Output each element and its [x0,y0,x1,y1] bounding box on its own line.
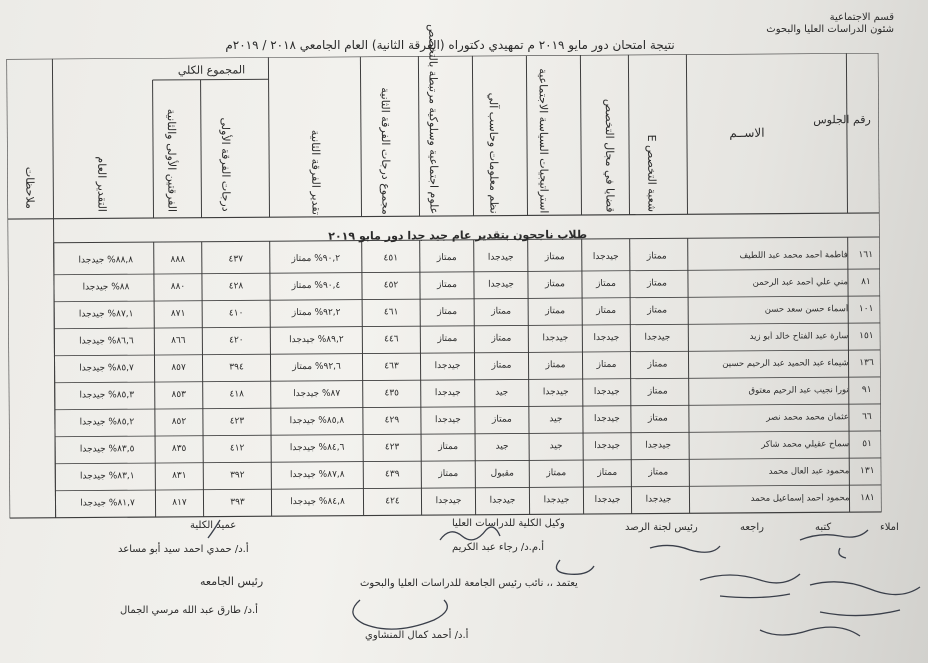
grid-line [55,431,881,437]
cell-seat: ١٣١ [860,465,875,477]
grid-line [686,54,687,214]
sig-vice-president: يعتمد ،، نائب رئيس الجامعة للدراسات العليا والبحوث [360,578,578,589]
cell-c10: ٨٣,٥% جيدجدا [79,444,135,455]
cell-c1: جيدجدا [645,494,672,505]
grid-line [418,56,419,216]
sig-imla: املاء [880,522,899,533]
cell-c4: جيد [495,441,509,452]
grid-line [580,55,581,215]
sig-dean-title: عميد الكلية [190,520,237,531]
cell-c6: ٤٤٦ [384,334,399,345]
signature-stroke [440,527,500,540]
header-seat: رقم الجلوس [813,113,871,127]
cell-c2: ممتاز [596,359,617,370]
header-year1-marks: درجات الفرقة الأولى [218,117,233,212]
cell-c9: ٨٣٥ [171,443,187,454]
cell-c4: جيدجدا [488,279,514,290]
cell-c9: ٨٧١ [170,308,186,319]
cell-c7: ٩٠,٤% ممتاز [291,280,341,292]
signature-stroke [650,545,720,552]
department-line-1: قسم الاجتماعية [829,12,894,23]
cell-c4: ممتاز [491,360,512,371]
grid-line [472,56,473,216]
cell-c5: جيدجدا [434,360,461,372]
cell-c8: ٤١٠ [228,308,244,319]
cell-c8: ٤١٨ [229,389,245,400]
sig-rais-lajna: رئيس لجنة الرصد [625,522,698,533]
sig-president-title: رئيس الجامعه [200,575,264,588]
cell-c8: ٤٢٨ [228,281,244,292]
cell-c1: ممتاز [647,305,668,316]
cell-c4: مقبول [490,468,514,479]
cell-c7: ٨٤,٦% جيدجدا [289,442,345,454]
cell-c2: جيدجدا [593,386,620,397]
header-overall-grade: التقدير العام [95,156,109,213]
cell-name: محمود أحمد إسماعيل محمد [750,493,850,504]
cell-name: سماح عقيلي محمد شاكر [761,439,850,450]
header-notes: ملاحظات [23,166,37,209]
department-header [766,12,894,36]
cell-c1: ممتاز [647,413,668,424]
cell-c6: ٤٥٢ [383,280,399,291]
cell-c1: ممتاز [646,251,667,262]
cell-c5: ممتاز [437,306,458,318]
cell-c8: ٤٢٣ [229,416,245,427]
cell-c8: ٤١٢ [229,443,245,454]
cell-c9: ٨٦٦ [171,335,186,346]
header-social-sciences: علوم اجتماعية وسلوكية مرتبطة بالتخصص [426,23,441,215]
department-line-2: شئون الدراسات العليا والبحوث [766,24,894,35]
header-year2-total: مجموع درجات الفرقة الثانية [378,87,393,215]
header-year2-grade: تقدير الفرقة الثانية [308,129,323,215]
grid-line [55,458,881,464]
grid-line [8,213,880,219]
cell-seat: ١٦١ [858,250,874,261]
cell-c8: ٤٣٧ [228,254,244,265]
cell-c4: ممتاز [491,333,512,344]
cell-c1: ممتاز [648,467,669,478]
cell-c6: ٤٢٤ [385,496,400,507]
cell-c3: جيد [549,414,563,425]
cell-c9: ٨٨٠ [170,281,186,292]
cell-c5: ممتاز [437,279,457,291]
sig-muraja: راجعه [740,522,764,533]
cell-c4: جيدجدا [487,252,514,263]
cell-c6: ٤٦١ [383,307,399,318]
cell-c9: ٨١٧ [172,497,187,508]
cell-c10: ٨٣,١% جيدجدا [79,471,135,482]
grid-line [628,55,629,215]
header-total-group: المجموع الكلي [177,63,246,77]
cell-c7: ٩٢,٦% ممتاز [292,361,341,373]
cell-c7: ٨٧,٨% جيدجدا [289,469,345,481]
cell-seat: ٨١ [861,277,871,288]
cell-c10: ٨٦,٦% جيدجدا [79,336,134,347]
signature-stroke [800,530,868,558]
cell-c1: جيدجدا [644,332,671,343]
cell-c5: جيدجدا [434,414,461,426]
cell-c5: ممتاز [438,468,459,480]
grid-line [153,80,154,218]
cell-c10: ٨١,٧% جيدجدا [80,498,135,509]
cell-name: عثمان محمد محمد نصر [766,412,849,423]
cell-c9: ٨٣١ [172,470,187,481]
cell-name: سارة عبد الفتاح خالد أبو زيد [749,331,849,342]
cell-c3: ممتاز [544,252,565,263]
cell-c7: ٨٩,٢% جيدجدا [289,334,344,346]
grid-line [55,377,881,383]
grid-line [360,57,361,217]
cell-c2: جيدجدا [593,413,620,424]
cell-c3: جيدجدا [542,387,569,398]
cell-c3: ممتاز [545,306,566,317]
sig-wakeel-name: أ.م.د/ رجاء عبد الكريم [452,542,544,553]
cell-seat: ١٥١ [859,331,874,342]
cell-c8: ٣٩٣ [230,497,245,508]
cell-c5: جيدجدا [435,495,462,507]
cell-c7: ٨٧% جيدجدا [293,388,341,400]
cell-c8: ٣٩٤ [229,362,244,373]
cell-seat: ١٨١ [860,492,875,504]
cell-c2: ممتاز [596,278,616,289]
cell-c6: ٤٣٩ [385,469,400,480]
cell-c10: ٨٥,٧% جيدجدا [79,363,134,374]
header-name: الاســم [729,125,765,141]
grid-line [6,59,9,518]
cell-c3: ممتاز [545,279,565,290]
cell-c10: ٨٥,٢% جيدجدا [79,417,135,428]
cell-c3: جيد [549,441,563,452]
signature-stroke [353,600,447,629]
grid-line [54,296,880,302]
sig-president-name: أ.د/ طارق عبد الله مرسي الجمال [120,605,258,616]
cell-c8: ٤٢٠ [229,335,244,346]
cell-name: شيماء عبد الحميد عبد الرحيم حسين [722,358,849,370]
signature-stroke [700,574,800,598]
cell-c2: جيدجدا [593,332,620,343]
cell-c10: ٨٨% جيدجدا [82,282,130,293]
cell-c4: ممتاز [491,414,512,425]
cell-name: أسماء حسن سعد حسن [764,304,849,315]
cell-c1: جيدجدا [645,440,672,451]
cell-c9: ٨٥٣ [171,389,187,400]
cell-c2: جيدجدا [594,440,621,451]
cell-c10: ٨٥,٣% جيدجدا [79,390,135,401]
cell-c6: ٤٢٣ [384,442,400,453]
sig-kitaba: كتبه [815,522,832,533]
result-band-title: طلاب ناجحون بتقدير عام جيد جدا دور مايو ٢٠١٩ [328,228,588,243]
cell-c7: ٨٥,٨% جيدجدا [289,415,345,427]
cell-c10: ٨٧,١% جيدجدا [78,309,134,320]
cell-c6: ٤٥١ [383,253,399,264]
cell-c4: جيد [495,387,509,398]
header-specialty: شعبة التخصص E [644,134,659,213]
cell-seat: ٥١ [862,439,872,450]
grid-line [54,269,880,275]
cell-c7: ٩٠,٢% ممتاز [291,253,341,265]
cell-c1: ممتاز [647,359,668,370]
cell-c3: جيدجدا [543,495,570,506]
grid-line [10,512,882,518]
cell-c8: ٣٩٢ [230,470,245,481]
cell-c1: ممتاز [647,278,667,289]
sig-wakeel: وكيل الكلية للدراسات العليا [452,518,565,529]
cell-c5: ممتاز [436,252,457,264]
cell-c3: ممتاز [546,468,567,479]
cell-c6: ٤٢٩ [384,415,400,426]
grid-line [201,80,202,218]
signature-stroke [810,582,920,616]
cell-c4: ممتاز [491,306,512,317]
cell-seat: ١٠١ [858,304,874,315]
grid-line [55,485,881,491]
cell-name: فاطمة أحمد محمد عبد اللطيف [739,250,848,261]
cell-c3: جيدجدا [542,333,569,344]
grid-line [52,59,53,219]
cell-seat: ٦٦ [862,412,872,423]
grid-line [54,219,56,518]
cell-seat: ٩١ [861,385,872,396]
sig-dean-name: أ.د/ حمدي احمد سيد أبو مساعد [118,544,249,555]
cell-c5: جيدجدا [434,387,461,399]
grid-line [54,350,880,356]
cell-c2: جيدجدا [592,251,619,262]
grid-line [846,53,847,213]
header-strategies: استراتيجيات السياسة الاجتماعية [536,68,551,214]
cell-c1: ممتاز [647,386,668,397]
grid-line [54,323,880,329]
header-both-years: الفرقتين الأولى والثانية [164,108,179,212]
header-info-systems: نظم معلومات وحاسب آلي [486,92,501,214]
grid-line [153,79,269,80]
cell-c5: ممتاز [438,441,459,453]
cell-c2: ممتاز [597,467,618,478]
header-issues: قضايا في مجال التخصص [602,99,617,213]
cell-c6: ٤٦٣ [384,361,399,372]
document-title: نتيجة امتحان دور مايو ٢٠١٩ م تمهيدي دكتوراه (الفرقة الثانية) العام الجامعي ٢٠١٨ / ٢٠١٩م [225,38,675,52]
signature-stroke [556,560,594,574]
cell-c4: جيدجدا [489,495,516,506]
cell-c9: ٨٥٢ [171,416,187,427]
cell-name: مني علي أحمد عبد الرحمن [752,277,849,288]
cell-name: محمود عبد العال محمد [768,466,850,477]
cell-c3: ممتاز [545,360,566,371]
cell-c7: ٨٤,٨% جيدجدا [290,496,345,508]
signature-stroke [760,627,860,636]
cell-c5: ممتاز [437,333,458,345]
cell-name: نورا نجيب عبد الرحيم معتوق [748,385,849,396]
sig-vice-president-name: أ.د/ أحمد كمال المنشاوي [365,630,469,641]
cell-c10: ٨٨,٨% جيدجدا [78,255,134,266]
cell-c7: ٩٢,٢% ممتاز [291,307,341,319]
cell-c9: ٨٨٨ [170,254,186,265]
cell-c6: ٤٣٥ [384,388,400,399]
cell-c2: ممتاز [596,305,617,316]
grid-line [526,55,527,215]
cell-seat: ١٣٦ [859,358,874,369]
grid-line [55,404,881,410]
grid-line [268,57,269,217]
cell-c2: جيدجدا [594,494,621,505]
grid-line [6,53,878,59]
cell-c9: ٨٥٧ [171,362,186,373]
